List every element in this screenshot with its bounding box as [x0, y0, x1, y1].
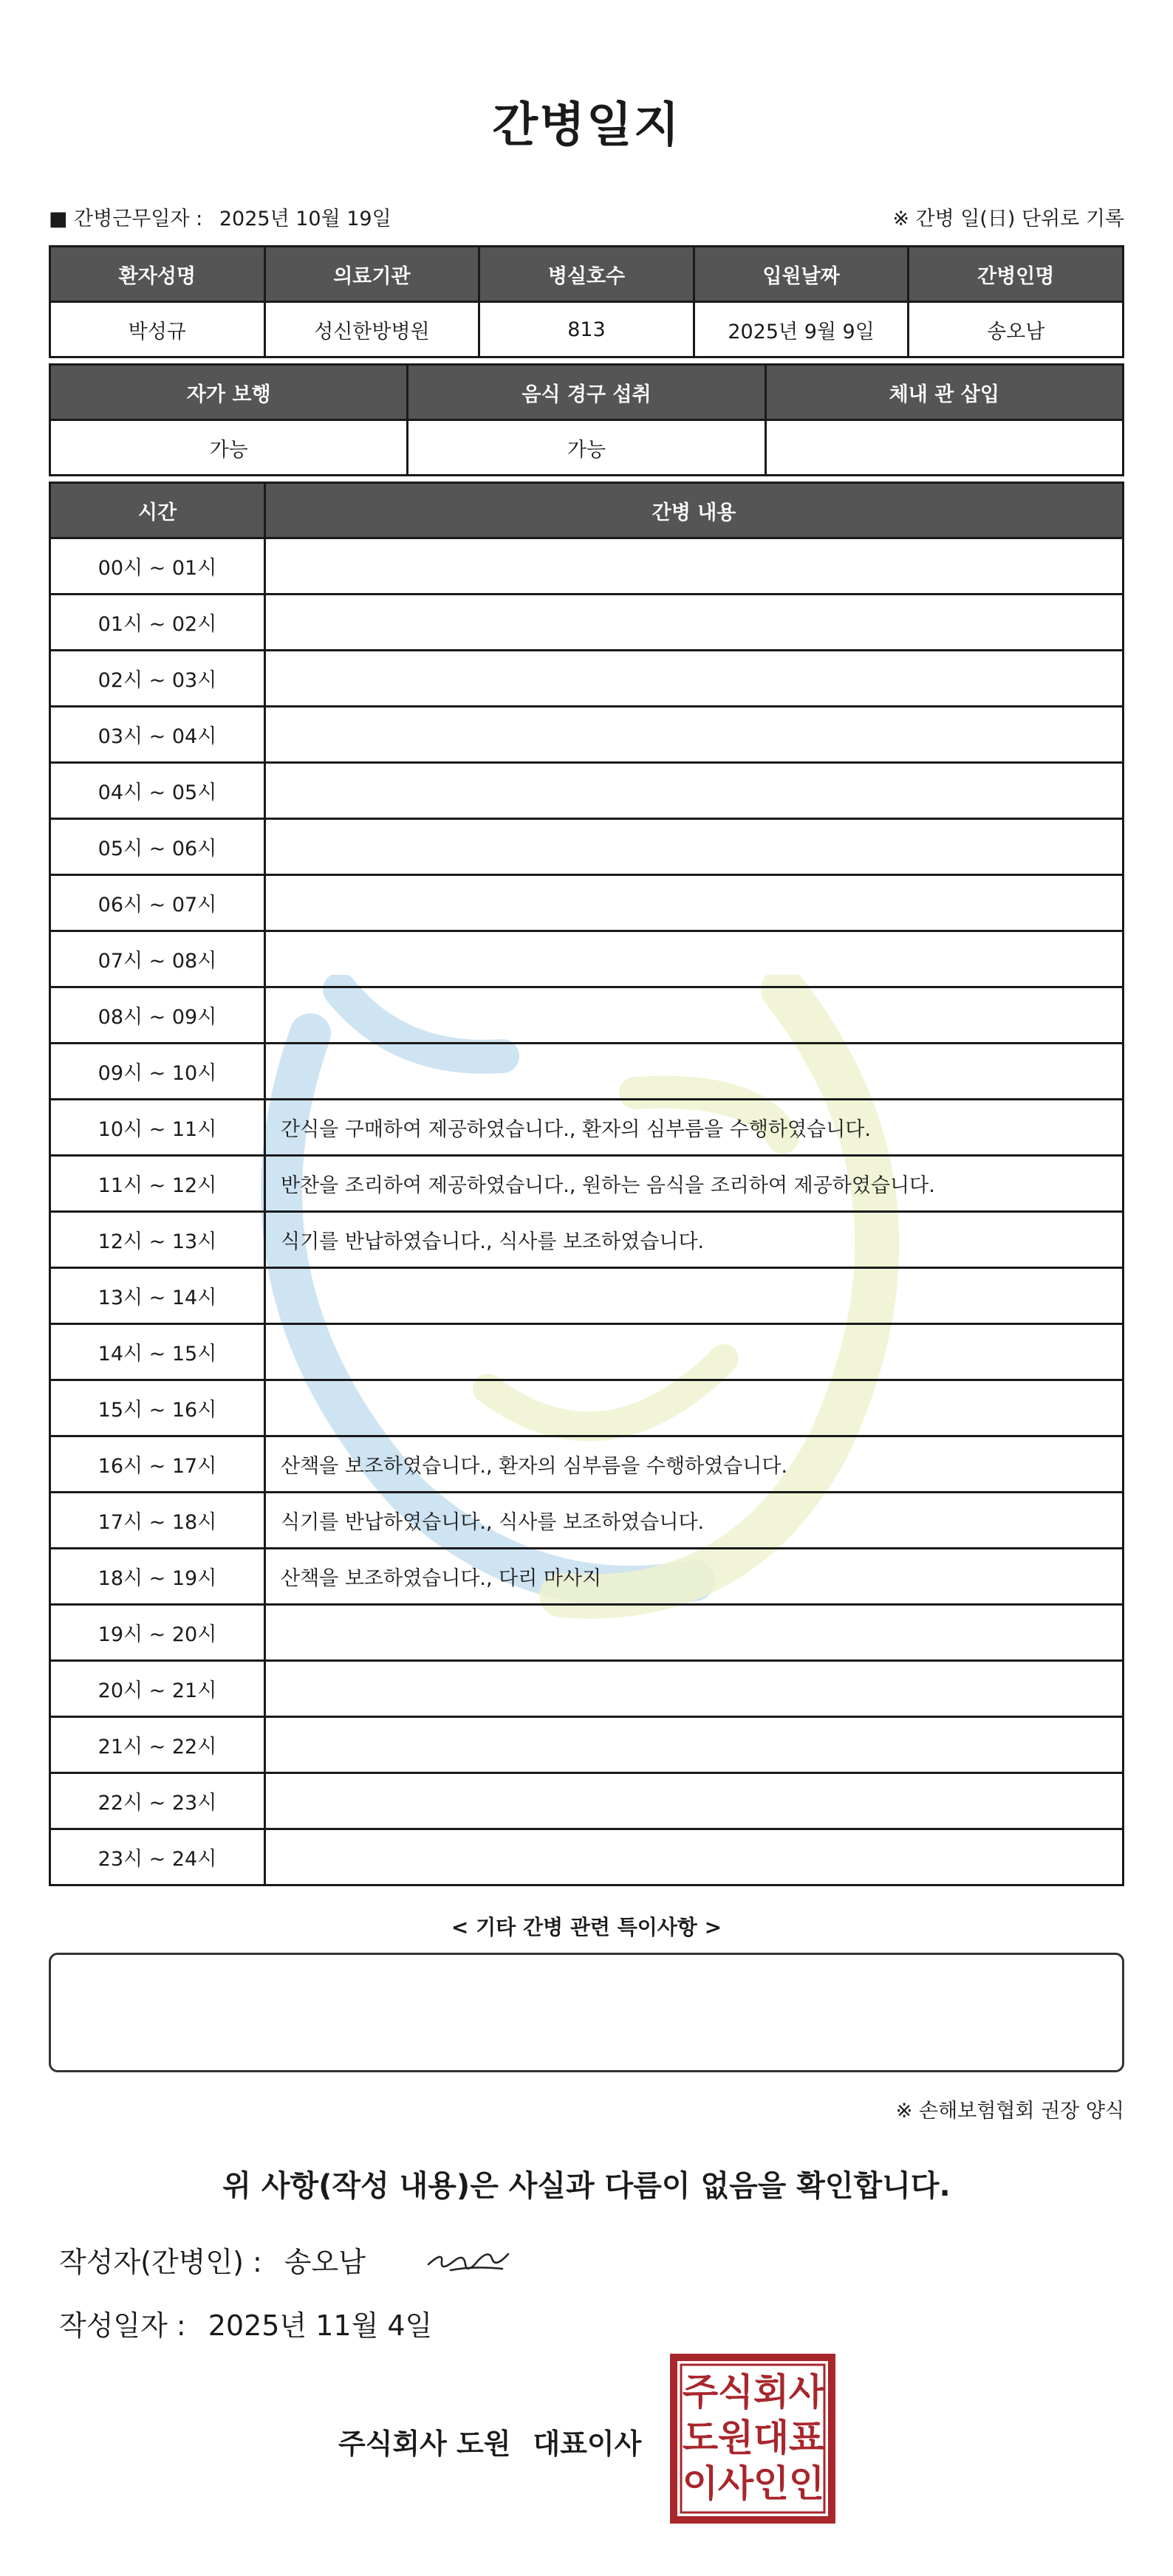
header-admission-date: 입원날짜: [694, 247, 909, 302]
time-slot: 05시 ~ 06시: [50, 819, 265, 875]
care-content: [265, 1829, 1124, 1885]
hospital: 성신한방병원: [264, 302, 479, 357]
table-row: [50, 875, 1124, 931]
care-content: [265, 1773, 1124, 1829]
care-content: 식기를 반납하였습니다., 식사를 보조하였습니다.: [265, 1212, 1124, 1268]
time-slot: 16시 ~ 17시: [50, 1436, 265, 1493]
seal-glyph: 주: [682, 2371, 719, 2414]
table-row: [50, 1549, 1124, 1605]
header-caregiver: 간병인명: [909, 247, 1124, 302]
care-content: [265, 1605, 1124, 1661]
time-slot: 10시 ~ 11시: [50, 1100, 265, 1156]
table-row: [50, 763, 1124, 819]
work-date: [49, 202, 391, 231]
seal-glyph: 대: [753, 2416, 790, 2459]
care-content: [265, 875, 1124, 931]
write-date-line: [59, 2303, 432, 2343]
header-oral-intake: 음식 경구 섭취: [408, 365, 765, 420]
care-content: [265, 1324, 1124, 1380]
care-content: 반찬을 조리하여 제공하였습니다., 원하는 음식을 조리하여 제공하였습니다.: [265, 1156, 1124, 1212]
care-content: [265, 651, 1124, 707]
care-content: [265, 763, 1124, 819]
table-row: [50, 987, 1124, 1044]
table-row: [50, 538, 1124, 595]
seal-glyph: 이: [682, 2462, 719, 2505]
writer-label: 작성자(간병인) :: [59, 2246, 262, 2278]
walking-value: 가능: [50, 420, 408, 476]
notes-title: < 기타 간병 관련 특이사항 >: [451, 1915, 722, 1939]
confirmation-statement: 위 사항(작성 내용)은 사실과 다름이 없음을 확인합니다.: [222, 2169, 951, 2203]
care-content: 산책을 보조하였습니다., 다리 마사지: [265, 1549, 1124, 1605]
time-slot: 07시 ~ 08시: [50, 931, 265, 987]
recommend-note: ※ 손해보험협회 권장 양식: [895, 2100, 1124, 2123]
care-content: [265, 1717, 1124, 1773]
notes-box: [49, 1953, 1124, 2072]
time-slot: 22시 ~ 23시: [50, 1773, 265, 1829]
time-slot: 17시 ~ 18시: [50, 1493, 265, 1549]
care-content: [265, 538, 1124, 595]
seal-glyph: 회: [753, 2371, 790, 2414]
care-content: [265, 931, 1124, 987]
header-time: 시간: [50, 483, 265, 538]
company-line: [338, 2421, 641, 2462]
time-slot: 01시 ~ 02시: [50, 595, 265, 651]
room-number: 813: [479, 302, 694, 357]
care-content: [265, 595, 1124, 651]
time-slot: 03시 ~ 04시: [50, 707, 265, 763]
care-content: 식기를 반납하였습니다., 식사를 보조하였습니다.: [265, 1493, 1124, 1549]
care-content: [265, 1380, 1124, 1436]
table-row: [50, 1044, 1124, 1100]
time-slot: 23시 ~ 24시: [50, 1829, 265, 1885]
header-hospital: 의료기관: [264, 247, 479, 302]
representative-title: 대표이사: [533, 2428, 642, 2460]
care-content: [265, 1661, 1124, 1717]
time-slot: 20시 ~ 21시: [50, 1661, 265, 1717]
time-slot: 06시 ~ 07시: [50, 875, 265, 931]
table-row: [50, 1100, 1124, 1156]
table-row: [50, 595, 1124, 651]
care-log-table: [49, 482, 1124, 1886]
time-slot: 19시 ~ 20시: [50, 1605, 265, 1661]
seal-glyph: 식: [717, 2371, 754, 2414]
time-slot: 00시 ~ 01시: [50, 538, 265, 595]
table-row: [50, 1493, 1124, 1549]
signature-icon: [421, 2236, 517, 2281]
care-content: [265, 707, 1124, 763]
work-date-value: 2025년 10월 19일: [219, 208, 391, 230]
table-row: [50, 819, 1124, 875]
time-slot: 15시 ~ 16시: [50, 1380, 265, 1436]
document-title: 간병일지: [492, 98, 681, 153]
patient-name: 박성규: [50, 302, 265, 357]
table-row: [50, 1156, 1124, 1212]
seal-glyph: 도: [682, 2416, 719, 2459]
writer-line: [59, 2239, 366, 2280]
care-content: 산책을 보조하였습니다., 환자의 심부름을 수행하였습니다.: [265, 1436, 1124, 1493]
table-row: [50, 1605, 1124, 1661]
time-slot: 12시 ~ 13시: [50, 1212, 265, 1268]
table-row: [50, 651, 1124, 707]
table-row: [50, 1829, 1124, 1885]
time-slot: 18시 ~ 19시: [50, 1549, 265, 1605]
header-room: 병실호수: [479, 247, 694, 302]
header-tube: 체내 관 삽입: [765, 365, 1123, 420]
seal-glyph: 표: [788, 2416, 825, 2459]
header-care-content: 간병 내용: [265, 483, 1124, 538]
admission-date: 2025년 9월 9일: [694, 302, 909, 357]
writer-name: 송오남: [284, 2246, 366, 2278]
time-slot: 09시 ~ 10시: [50, 1044, 265, 1100]
table-row: [50, 707, 1124, 763]
time-slot: 08시 ~ 09시: [50, 987, 265, 1044]
time-slot: 04시 ~ 05시: [50, 763, 265, 819]
care-content: [265, 1268, 1124, 1324]
table-row: [50, 931, 1124, 987]
care-content: [265, 819, 1124, 875]
tube-value: [765, 420, 1123, 476]
time-slot: 21시 ~ 22시: [50, 1717, 265, 1773]
patient-status-table: [49, 363, 1124, 476]
care-content: [265, 987, 1124, 1044]
seal-glyph: 사: [788, 2371, 825, 2414]
work-date-label: ■ 간병근무일자 :: [49, 208, 203, 230]
table-row: [50, 1380, 1124, 1436]
company-name: 주식회사 도원: [338, 2428, 511, 2460]
care-content: 간식을 구매하여 제공하였습니다., 환자의 심부름을 수행하였습니다.: [265, 1100, 1124, 1156]
table-row: [50, 1436, 1124, 1493]
caregiver-name: 송오남: [909, 302, 1124, 357]
table-row: [50, 1268, 1124, 1324]
unit-note: ※ 간병 일(日) 단위로 기록: [892, 208, 1124, 230]
seal-glyph: 인: [753, 2462, 790, 2505]
company-seal-icon: [669, 2353, 836, 2524]
table-row: [50, 1661, 1124, 1717]
oral-intake-value: 가능: [408, 420, 765, 476]
seal-glyph: 사: [717, 2462, 754, 2505]
write-date-label: 작성일자 :: [59, 2309, 186, 2342]
table-row: [50, 1717, 1124, 1773]
time-slot: 11시 ~ 12시: [50, 1156, 265, 1212]
header-patient-name: 환자성명: [50, 247, 265, 302]
time-slot: 13시 ~ 14시: [50, 1268, 265, 1324]
table-row: [50, 1773, 1124, 1829]
time-slot: 14시 ~ 15시: [50, 1324, 265, 1380]
care-content: [265, 1044, 1124, 1100]
time-slot: 02시 ~ 03시: [50, 651, 265, 707]
seal-glyph: 인: [788, 2462, 825, 2505]
header-walking: 자가 보행: [50, 365, 408, 420]
seal-glyph: 원: [717, 2416, 754, 2459]
write-date-value: 2025년 11월 4일: [208, 2309, 433, 2342]
patient-info-table: [49, 245, 1124, 358]
table-row: [50, 1212, 1124, 1268]
table-row: [50, 1324, 1124, 1380]
